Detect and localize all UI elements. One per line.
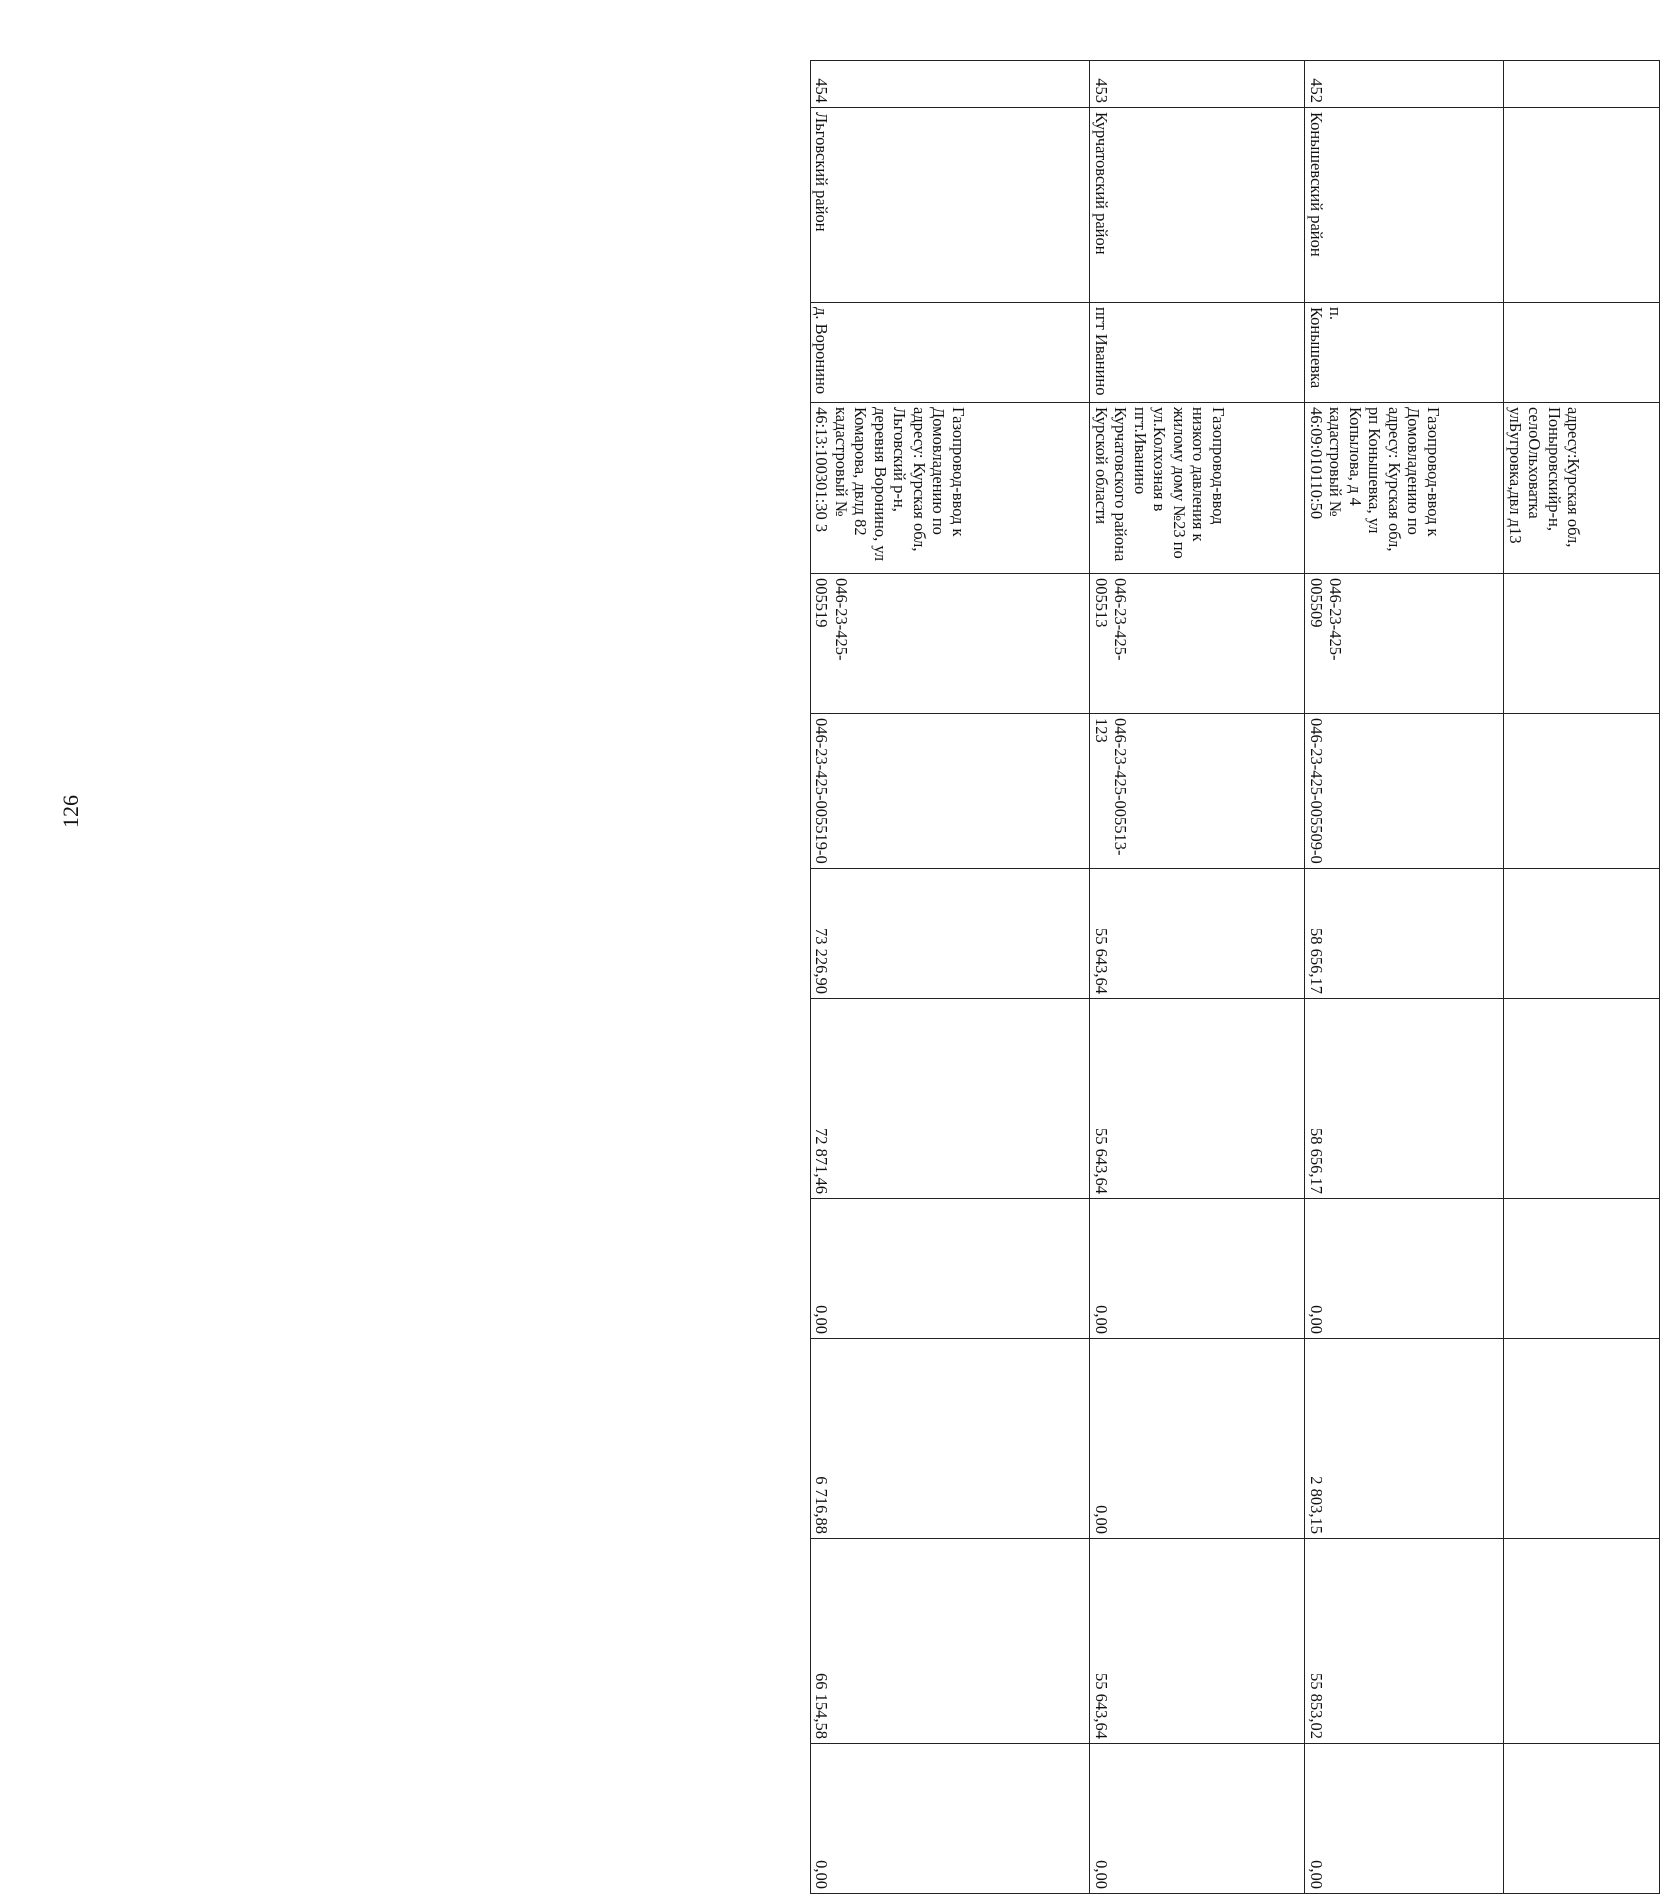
row-index: 452 (1305, 61, 1504, 108)
value-cell: 6 716,88 (811, 1339, 1090, 1539)
object-code-cell: 046-23-425-005513-123 (1090, 714, 1305, 869)
value-cell: 2 803,15 (1305, 1339, 1504, 1539)
description-cell: адресу:Курская обл, Поныровскийр-н, селоОльховатка улБугровка,двл д13 (1504, 403, 1660, 574)
value-cell: 0,00 (811, 1199, 1090, 1339)
inventory-code-cell: 046-23-425-005509 (1305, 574, 1504, 714)
locality-cell: пгт Иванино (1090, 303, 1305, 403)
page-number: 126 (58, 795, 83, 828)
region-cell: Конышевский район (1305, 108, 1504, 303)
object-code-cell (1504, 714, 1660, 869)
value-cell: 0,00 (1090, 1339, 1305, 1539)
value-cell: 66 154,58 (811, 1539, 1090, 1744)
value-cell: 58 656,17 (1305, 869, 1504, 999)
value-cell: 0,00 (811, 1744, 1090, 1894)
inventory-code-cell: 046-23-425-005513 (1090, 574, 1305, 714)
value-cell: 58 656,17 (1305, 999, 1504, 1199)
value-cell: 0,00 (1090, 1199, 1305, 1339)
value-cell: 55 643,64 (1090, 1539, 1305, 1744)
value-cell: 55 643,64 (1090, 999, 1305, 1199)
inventory-code-cell: 046-23-425-005519 (811, 574, 1090, 714)
rotated-table-container (810, 60, 1660, 1889)
asset-table (810, 60, 1660, 1894)
value-cell: 72 871,46 (811, 999, 1090, 1199)
row-index: 453 (1090, 61, 1305, 108)
locality-cell (1504, 303, 1660, 403)
table-row (1504, 61, 1660, 1894)
row-index (1504, 61, 1660, 108)
description-cell: Газопровод-ввод низкого давления к жилому дому №23 по ул.Колхозная в пгт.Иванино Курчатовского района Курской области (1090, 403, 1305, 574)
table-row (1090, 61, 1305, 1894)
table-row (811, 61, 1090, 1894)
description-cell: Газопровод-ввод к Домовладению по адресу: Курская обл, рп Конышевка, ул Копылова, д 4 кадастровый № 46:09:010110:50 (1305, 403, 1504, 574)
value-cell (1504, 1199, 1660, 1339)
row-index: 454 (811, 61, 1090, 108)
description-cell: Газопровод-ввод к Домовладению по адресу: Курская обл, Льговский р-н, деревня Воронино, ул Комарова, двлд 82 кадастровый № 46:13:100301:30 3 (811, 403, 1090, 574)
inventory-code-cell (1504, 574, 1660, 714)
value-cell: 73 226,90 (811, 869, 1090, 999)
object-code-cell: 046-23-425-005519-0 (811, 714, 1090, 869)
value-cell: 0,00 (1305, 1199, 1504, 1339)
region-cell (1504, 108, 1660, 303)
region-cell: Льговский район (811, 108, 1090, 303)
object-code-cell: 046-23-425-005509-0 (1305, 714, 1504, 869)
value-cell: 0,00 (1090, 1744, 1305, 1894)
value-cell: 55 643,64 (1090, 869, 1305, 999)
locality-cell: д. Воронино (811, 303, 1090, 403)
value-cell (1504, 869, 1660, 999)
locality-cell: п. Конышевка (1305, 303, 1504, 403)
value-cell (1504, 1339, 1660, 1539)
region-cell: Курчатовский район (1090, 108, 1305, 303)
value-cell (1504, 999, 1660, 1199)
value-cell: 0,00 (1305, 1744, 1504, 1894)
value-cell (1504, 1744, 1660, 1894)
table-row (1305, 61, 1504, 1894)
value-cell (1504, 1539, 1660, 1744)
value-cell: 55 853,02 (1305, 1539, 1504, 1744)
